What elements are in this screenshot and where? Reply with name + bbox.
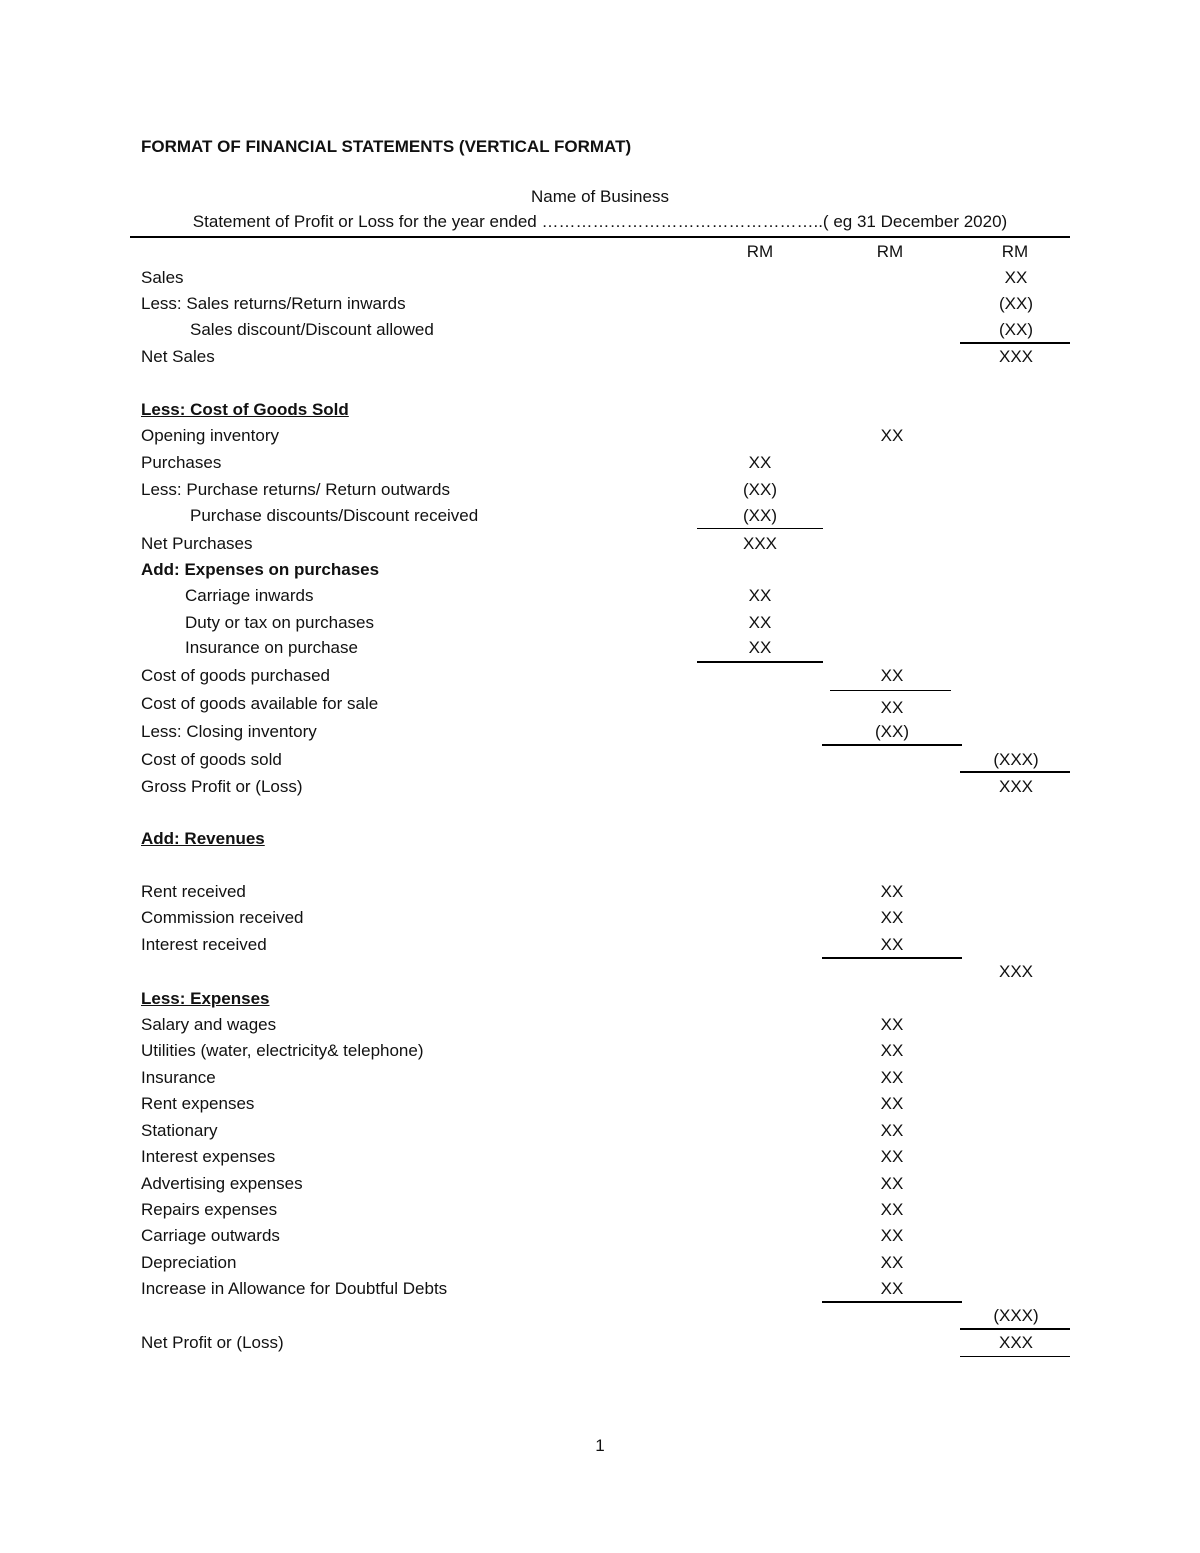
row-label: Sales discount/Discount allowed	[190, 320, 434, 339]
table-row	[0, 294, 1200, 320]
row-value: XX	[880, 1068, 904, 1087]
section-heading: Less: Cost of Goods Sold	[141, 400, 349, 419]
row-value: XX	[880, 1015, 904, 1034]
table-row	[0, 1147, 1200, 1173]
row-value: XX	[880, 935, 904, 954]
row-label: Purchase discounts/Discount received	[190, 506, 479, 525]
column-header-row	[0, 242, 1200, 268]
table-row	[0, 694, 1200, 720]
row-value: XXX	[998, 777, 1034, 796]
row-value: XX	[880, 908, 904, 927]
table-row	[0, 1015, 1200, 1041]
subtotal-rule	[697, 528, 823, 529]
row-value: XX	[748, 453, 772, 472]
row-label: Insurance on purchase	[185, 638, 358, 657]
column-header-rm-3: RM	[1001, 242, 1029, 261]
row-label: Gross Profit or (Loss)	[141, 777, 303, 796]
row-value: (XX)	[743, 480, 777, 499]
row-label: Cost of goods sold	[141, 750, 282, 769]
table-row	[0, 506, 1200, 532]
row-label: Carriage inwards	[185, 586, 314, 605]
row-label: Interest received	[141, 935, 267, 954]
row-label: Cost of goods available for sale	[141, 694, 379, 713]
subtotal-rule	[822, 957, 962, 959]
total-rule	[960, 1356, 1070, 1357]
row-label-prefix: Add:	[141, 560, 185, 579]
row-value: XX	[880, 698, 904, 717]
table-row	[0, 1279, 1200, 1305]
table-row	[0, 638, 1200, 664]
row-value: XX	[880, 1147, 904, 1166]
row-label: Opening inventory	[141, 426, 279, 445]
subtotal-rule	[960, 342, 1070, 344]
column-header-rm-2: RM	[876, 242, 904, 261]
row-label: Commission received	[141, 908, 304, 927]
row-value: (XXX)	[993, 750, 1039, 769]
section-heading: Less: Expenses	[141, 989, 270, 1008]
row-label: Insurance	[141, 1068, 216, 1087]
row-value: XX	[748, 613, 772, 632]
statement-period: Statement of Profit or Loss for the year ended …………………………………………..( eg 31 December 2020)	[192, 212, 1008, 231]
table-row	[0, 453, 1200, 479]
row-value: XX	[880, 1094, 904, 1113]
row-label: Rent received	[141, 882, 246, 901]
subtotal-rule	[822, 744, 962, 746]
row-label: Less: Sales returns/Return inwards	[141, 294, 406, 313]
row-label-text: Expenses on purchases	[184, 560, 380, 579]
table-row	[0, 935, 1200, 961]
table-row	[0, 908, 1200, 934]
table-row	[0, 347, 1200, 373]
row-value: XX	[880, 1226, 904, 1245]
row-value: XX	[1004, 268, 1028, 287]
row-label: Net Profit or (Loss)	[141, 1333, 284, 1352]
row-label: Purchases	[141, 453, 222, 472]
row-value: XX	[748, 638, 772, 657]
table-row	[0, 560, 1200, 586]
table-row	[0, 480, 1200, 506]
row-label: Depreciation	[141, 1253, 237, 1272]
row-label: Interest expenses	[141, 1147, 276, 1166]
section-heading-row	[0, 989, 1200, 1015]
table-row	[0, 1068, 1200, 1094]
row-label: Advertising expenses	[141, 1174, 303, 1193]
row-label: Repairs expenses	[141, 1200, 278, 1219]
row-label: Net Sales	[141, 347, 215, 366]
table-row	[0, 1200, 1200, 1226]
row-value: XXX	[998, 962, 1034, 981]
row-label: Carriage outwards	[141, 1226, 280, 1245]
subtotal-rule	[697, 661, 823, 663]
row-label: Stationary	[141, 1121, 218, 1140]
row-value: XX	[880, 1174, 904, 1193]
row-value: (XX)	[875, 722, 909, 741]
row-value: (XX)	[999, 294, 1033, 313]
table-row	[0, 1094, 1200, 1120]
subtotal-rule	[822, 1301, 962, 1303]
row-value: XX	[880, 882, 904, 901]
table-row	[0, 1041, 1200, 1067]
section-heading-row	[0, 829, 1200, 855]
section-heading: Add: Revenues	[141, 829, 265, 848]
row-label: Utilities (water, electricity& telephone)	[141, 1041, 424, 1060]
row-label: Less: Purchase returns/ Return outwards	[141, 480, 450, 499]
row-value: XX	[880, 426, 904, 445]
subtotal-rule	[830, 690, 951, 691]
row-value: XX	[880, 1041, 904, 1060]
row-value: (XX)	[999, 320, 1033, 339]
table-row	[0, 1174, 1200, 1200]
table-row	[0, 722, 1200, 748]
table-row	[0, 1121, 1200, 1147]
row-label: Salary and wages	[141, 1015, 277, 1034]
table-row	[0, 882, 1200, 908]
business-name: Name of Business	[531, 187, 669, 206]
table-row	[0, 962, 1200, 988]
table-row	[0, 268, 1200, 294]
row-value: XX	[880, 1253, 904, 1272]
header-rule	[130, 236, 1070, 238]
row-value: (XXX)	[993, 1306, 1039, 1325]
subtotal-rule	[960, 771, 1070, 773]
row-label: Increase in Allowance for Doubtful Debts	[141, 1279, 448, 1298]
table-row	[0, 586, 1200, 612]
section-heading-row	[0, 400, 1200, 426]
row-value: XX	[880, 1200, 904, 1219]
table-row	[0, 534, 1200, 560]
table-row	[0, 613, 1200, 639]
row-value: XXX	[742, 534, 778, 553]
table-row	[0, 426, 1200, 452]
row-value: XXX	[998, 347, 1034, 366]
row-value: XX	[880, 1279, 904, 1298]
row-label: Duty or tax on purchases	[185, 613, 374, 632]
table-row	[0, 666, 1200, 692]
row-label: Net Purchases	[141, 534, 253, 553]
row-label	[141, 560, 379, 580]
subtotal-rule	[960, 1328, 1070, 1330]
table-row	[0, 777, 1200, 803]
row-label: Rent expenses	[141, 1094, 255, 1113]
row-value: XXX	[998, 1333, 1034, 1352]
table-row	[0, 1253, 1200, 1279]
row-value: XX	[748, 586, 772, 605]
row-value: (XX)	[743, 506, 777, 525]
column-header-rm-1: RM	[746, 242, 774, 261]
row-value: XX	[880, 666, 904, 685]
row-label: Cost of goods purchased	[141, 666, 331, 685]
table-row	[0, 1226, 1200, 1252]
row-label: Less: Closing inventory	[141, 722, 317, 741]
row-label: Sales	[141, 268, 184, 287]
page-number: 1	[595, 1436, 605, 1455]
document-title: FORMAT OF FINANCIAL STATEMENTS (VERTICAL FORMAT)	[141, 137, 632, 156]
row-value: XX	[880, 1121, 904, 1140]
